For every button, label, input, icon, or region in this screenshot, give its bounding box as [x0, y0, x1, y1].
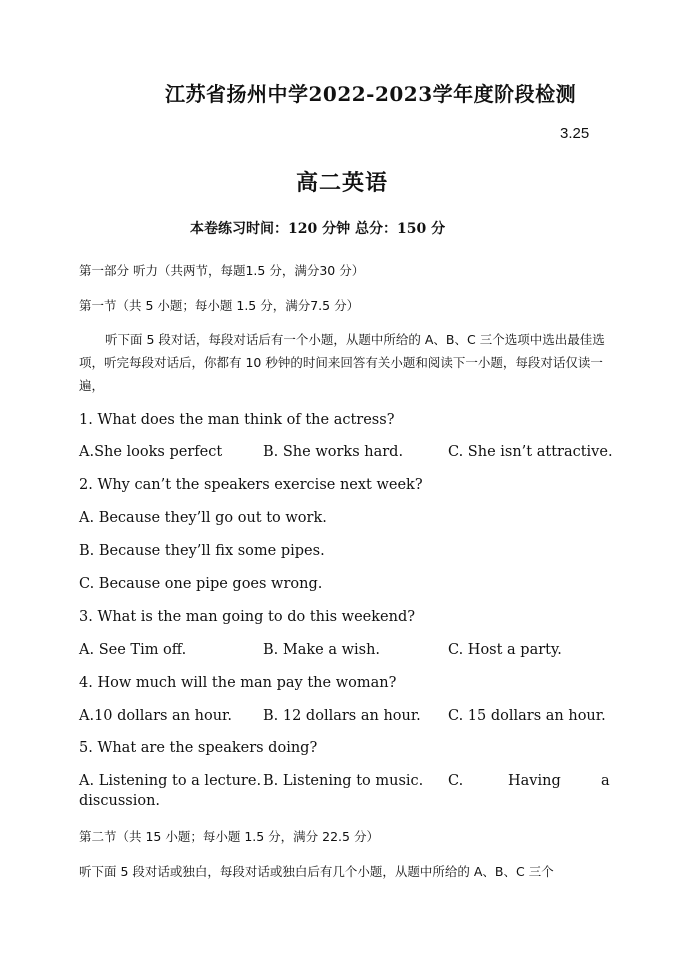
- question-3-option-c: C. Host a party.: [448, 642, 562, 658]
- part1-heading: 第一部分 听力（共两节，每题1.5 分，满分30 分）: [79, 263, 365, 278]
- question-1-stem: 1. What does the man think of the actress?: [79, 412, 395, 428]
- subject-title: 高二英语: [296, 170, 389, 196]
- question-4-stem: 4. How much will the man pay the woman?: [79, 675, 397, 691]
- question-3-option-a: A. See Tim off.: [79, 642, 187, 658]
- question-5-option-c-word1: Having: [508, 773, 561, 789]
- question-2-option-a: A. Because they’ll go out to work.: [79, 510, 327, 526]
- section1-instructions: [79, 328, 611, 397]
- question-3-stem: 3. What is the man going to do this weekend?: [79, 609, 416, 625]
- question-2-option-c: C. Because one pipe goes wrong.: [79, 576, 323, 592]
- exam-title: 江苏省扬州中学2022-2023学年度阶段检测: [165, 82, 577, 106]
- exam-info: 本卷练习时间：120 分钟 总分：150 分: [190, 221, 446, 237]
- question-4-option-c: C. 15 dollars an hour.: [448, 708, 606, 724]
- question-1-option-a: A.She looks perfect: [79, 444, 223, 460]
- question-2-stem: 2. Why can’t the speakers exercise next week?: [79, 477, 423, 493]
- section1-instructions-text: 听下面 5 段对话，每段对话后有一个小题，从题中所给的 A、B、C 三个选项中选出最佳选项，听完每段对话后，你都有 10 秒钟的时间来回答有关小题和阅读下一小题，每段对话仅读一遍，: [79, 332, 605, 393]
- section1-heading: 第一节（共 5 小题；每小题 1.5 分，满分7.5 分）: [79, 298, 360, 313]
- question-5-option-c-letter: C.: [448, 773, 464, 789]
- question-2-option-b: B. Because they’ll fix some pipes.: [79, 543, 325, 559]
- question-5-option-c-word2: a: [601, 773, 610, 789]
- exam-date: 3.25: [560, 125, 590, 142]
- question-4-option-a: A.10 dollars an hour.: [79, 708, 233, 724]
- question-5-option-c-word3: discussion.: [79, 793, 161, 809]
- section2-instructions: 听下面 5 段对话或独白，每段对话或独白后有几个小题，从题中所给的 A、B、C 三个: [79, 864, 554, 879]
- section2-heading: 第二节（共 15 小题；每小题 1.5 分，满分 22.5 分）: [79, 829, 379, 844]
- question-5-option-b: B. Listening to music.: [263, 773, 424, 789]
- question-4-option-b: B. 12 dollars an hour.: [263, 708, 421, 724]
- question-3-option-b: B. Make a wish.: [263, 642, 381, 658]
- question-1-option-c: C. She isn’t attractive.: [448, 444, 613, 460]
- question-1-option-b: B. She works hard.: [263, 444, 404, 460]
- question-5-stem: 5. What are the speakers doing?: [79, 740, 318, 756]
- question-5-option-a: A. Listening to a lecture.: [79, 773, 262, 789]
